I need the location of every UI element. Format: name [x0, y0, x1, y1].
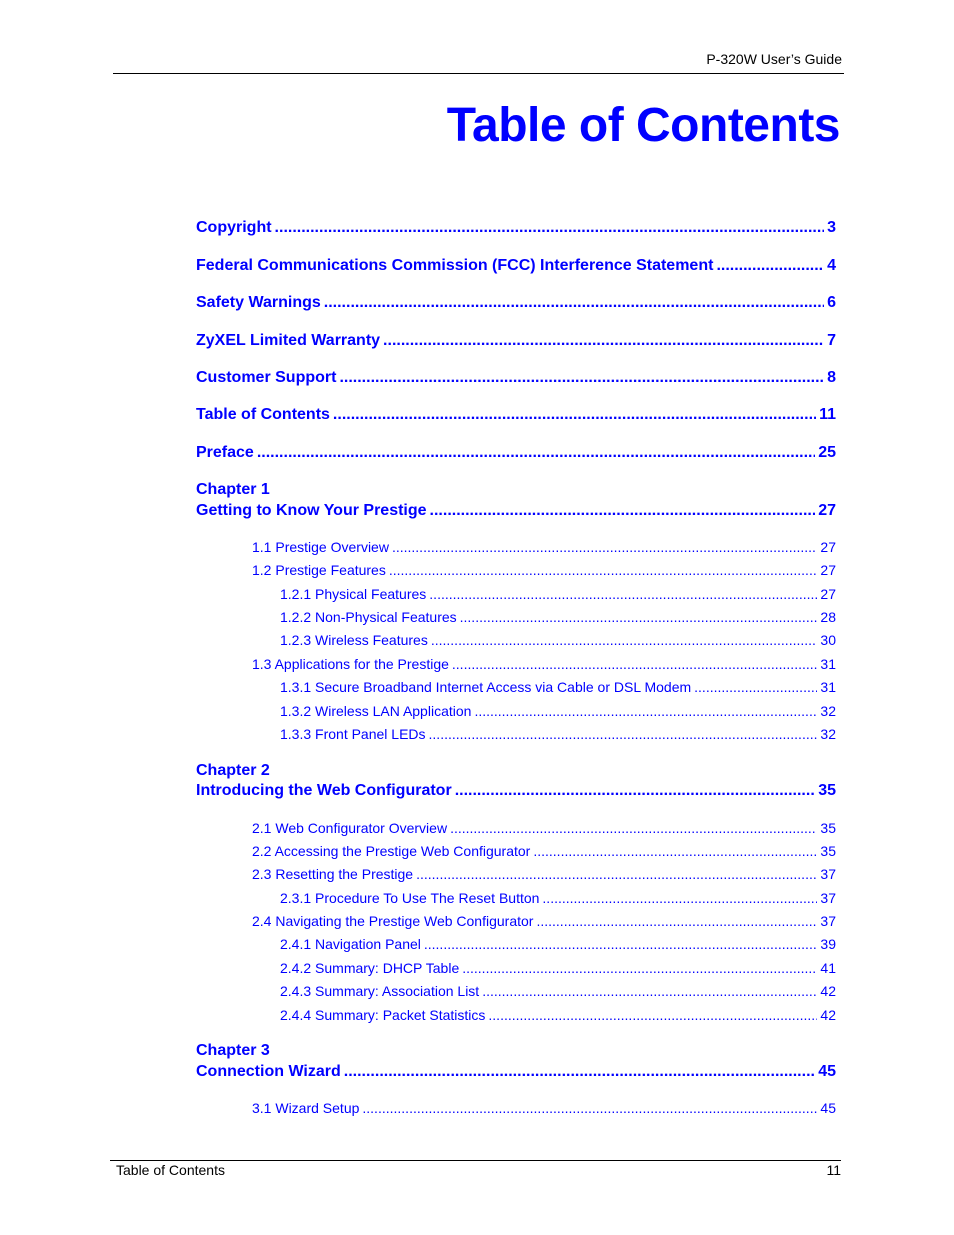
footer-page-number: 11 [826, 1162, 841, 1178]
toc-entry-subsection[interactable]: 1.3.1 Secure Broadband Internet Access via Cable or DSL Modem ..... 31 [280, 679, 836, 695]
page-title: Table of Contents [446, 99, 840, 152]
toc-entry-copyright[interactable]: Copyright ..... 3 [196, 219, 836, 237]
toc-entry-subsection[interactable]: 1.2.2 Non-Physical Features ..... 28 [280, 609, 836, 625]
toc-entry-subsection[interactable]: 2.4.1 Navigation Panel ..... 39 [280, 936, 836, 952]
toc-entry-warranty[interactable]: ZyXEL Limited Warranty ..... 7 [196, 332, 836, 350]
toc-entry-table-of-contents[interactable]: Table of Contents ..... 11 [196, 406, 836, 424]
toc-entry-section[interactable]: 1.2 Prestige Features ..... 27 [252, 562, 836, 578]
toc-entry-section[interactable]: 1.1 Prestige Overview ..... 27 [252, 539, 836, 555]
toc-entry-safety-warnings[interactable]: Safety Warnings ..... 6 [196, 294, 836, 312]
chapter-3-label: Chapter 3 [196, 1042, 270, 1059]
toc-entry-subsection[interactable]: 1.3.2 Wireless LAN Application ..... 32 [280, 703, 836, 719]
footer-rule [110, 1160, 841, 1161]
toc-entry-fcc[interactable]: Federal Communications Commission (FCC) Interference Statement ..... 4 [196, 257, 836, 275]
toc-entry-section[interactable]: 2.4 Navigating the Prestige Web Configurator ..... 37 [252, 913, 836, 929]
toc-entry-chapter-1[interactable]: Getting to Know Your Prestige ..... 27 [196, 502, 836, 520]
toc-entry-chapter-2[interactable]: Introducing the Web Configurator ..... 35 [196, 782, 836, 800]
toc-entry-section[interactable]: 2.2 Accessing the Prestige Web Configurator ..... 35 [252, 843, 836, 859]
toc-entry-chapter-3[interactable]: Connection Wizard ..... 45 [196, 1063, 836, 1081]
toc-entry-section[interactable]: 3.1 Wizard Setup ..... 45 [252, 1100, 836, 1116]
toc-entry-customer-support[interactable]: Customer Support ..... 8 [196, 369, 836, 387]
toc-entry-subsection[interactable]: 2.4.3 Summary: Association List ..... 42 [280, 983, 836, 999]
toc-entry-section[interactable]: 2.3 Resetting the Prestige ..... 37 [252, 866, 836, 882]
toc-entry-subsection[interactable]: 1.3.3 Front Panel LEDs ..... 32 [280, 726, 836, 742]
toc-entry-section[interactable]: 1.3 Applications for the Prestige ..... 31 [252, 656, 836, 672]
toc-entry-subsection[interactable]: 2.4.4 Summary: Packet Statistics ..... 42 [280, 1007, 836, 1023]
chapter-1-label: Chapter 1 [196, 481, 270, 498]
toc-entry-subsection[interactable]: 1.2.3 Wireless Features ..... 30 [280, 632, 836, 648]
toc-entry-subsection[interactable]: 2.4.2 Summary: DHCP Table ..... 41 [280, 960, 836, 976]
guide-title: P-320W User’s Guide [706, 51, 842, 67]
toc-entry-section[interactable]: 2.1 Web Configurator Overview ..... 35 [252, 820, 836, 836]
toc-entry-subsection[interactable]: 1.2.1 Physical Features ..... 27 [280, 586, 836, 602]
toc-entry-subsection[interactable]: 2.3.1 Procedure To Use The Reset Button ..... 37 [280, 890, 836, 906]
chapter-2-label: Chapter 2 [196, 762, 270, 779]
footer-section-name: Table of Contents [116, 1162, 225, 1178]
toc-entry-preface[interactable]: Preface ..... 25 [196, 444, 836, 462]
